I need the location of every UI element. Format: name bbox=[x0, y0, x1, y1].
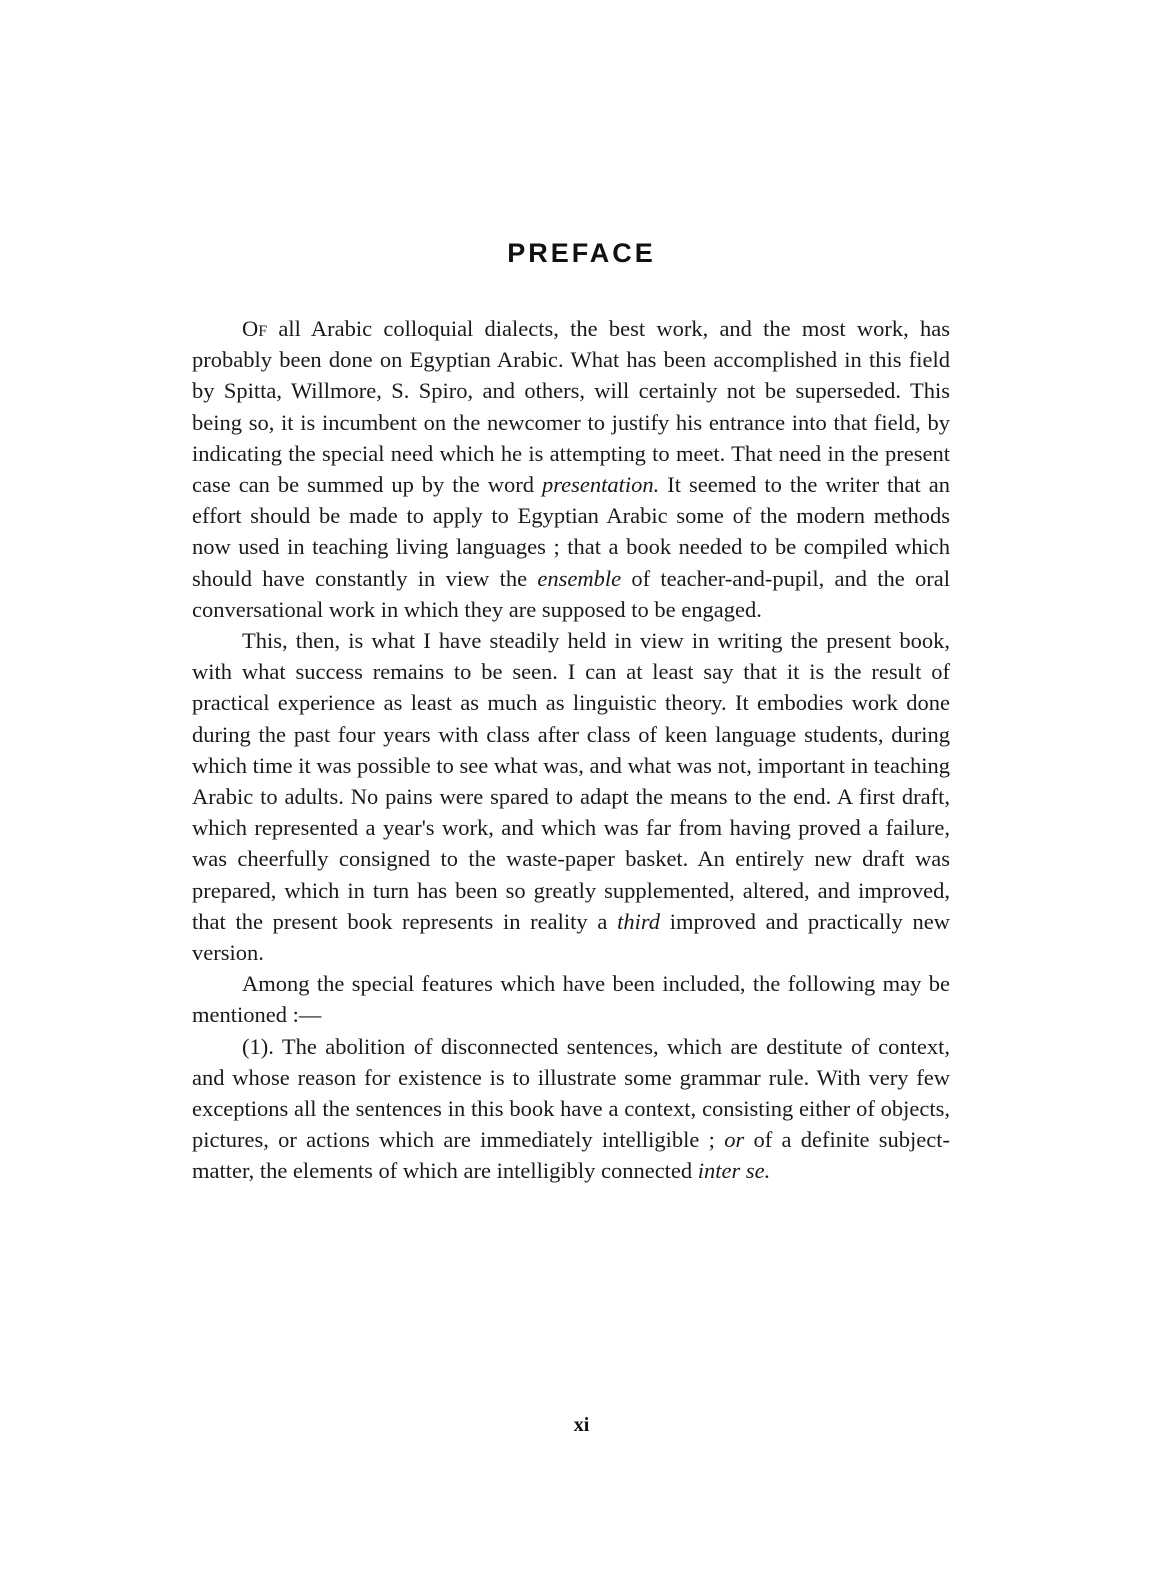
italic-term: presentation. bbox=[541, 472, 660, 498]
paragraph-text: of teacher-and-pupil, and the oral conversational work in which they are supposed to be engaged. bbox=[192, 565, 950, 622]
paragraph-text: all Arabic colloquial dialects, the best work, and the most work, has probably been done on Egyptian Arabic. What has been accomplished in this field by Spitta, Willmore, S. Spiro, and others, will certainly not be superseded. This being so, it is incumbent on the newcomer to justify his entrance into that field, by indicating the special need which he is attempting to meet. That need in the present case can be summed up by the word bbox=[192, 316, 950, 498]
paragraph-text: This, then, is what I have steadily held in view in writing the present book, with what success remains to be seen. I can at least say that it is the result of practical experience as least as much as linguistic theory. It embodies work done during the past four years with class after class of keen language students, during which time it was possible to see what was, and what was not, important in teaching Arabic to adults. No pains were spared to adapt the means to the end. A first draft, which represented a year's work, and which was far from having proved a failure, was cheerfully consigned to the waste-paper basket. An entirely new draft was prepared, which in turn has been so greatly supplemented, altered, and improved, that the present book represents in reality a bbox=[192, 628, 950, 934]
italic-term: ensemble bbox=[537, 565, 622, 591]
paragraph-text: Among the special features which have been included, the following may be mentioned :— bbox=[192, 971, 950, 1028]
preface-body bbox=[192, 313, 950, 1187]
italic-term: inter se. bbox=[697, 1158, 771, 1184]
paragraph-text: of a definite subject-matter, the elements of which are intelligibly connected bbox=[192, 1127, 950, 1184]
paragraph-text: (1). The abolition of disconnected sentences, which are destitute of context, and whose reason for existence is to illustrate some grammar rule. With very few exceptions all the sentences in this book have a context, consisting either of objects, pictures, or actions which are immediately intelligible ; bbox=[192, 1033, 950, 1153]
paragraph-text: It seemed to the writer that an effort should be made to apply to Egyptian Arabic some of the modern methods now used in teaching living languages ; that a book needed to be compiled which should have constantly in view the bbox=[192, 472, 950, 591]
italic-term: or bbox=[724, 1127, 745, 1153]
paragraph-1 bbox=[192, 313, 950, 625]
paragraph-2 bbox=[192, 625, 950, 968]
opening-word: Of bbox=[242, 316, 268, 341]
italic-term: third bbox=[617, 908, 660, 934]
page-number: xi bbox=[573, 1414, 590, 1436]
paragraph-4 bbox=[192, 1031, 950, 1187]
page-title: PREFACE bbox=[507, 238, 656, 268]
paragraph-3 bbox=[192, 968, 950, 1030]
paragraph-text: improved and practically new version. bbox=[192, 908, 950, 966]
